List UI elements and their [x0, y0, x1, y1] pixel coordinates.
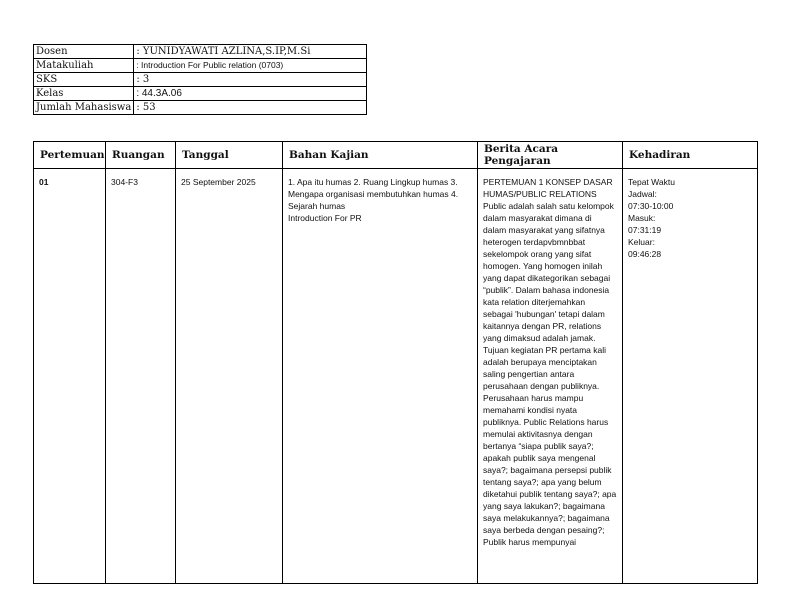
- cell-kehadiran: [623, 169, 758, 584]
- header-kehadiran: Kehadiran: [623, 142, 758, 169]
- course-info-table: [33, 44, 367, 115]
- info-value-dosen: : YUNIDYAWATI AZLINA,S.IP,M.Si: [134, 45, 367, 59]
- berita-acara-table: [33, 141, 758, 584]
- info-row-matakuliah: [34, 59, 367, 73]
- cell-pertemuan: 01: [34, 169, 106, 584]
- masuk-label: Masuk:: [628, 213, 656, 223]
- kehadiran-status: Tepat Waktu: [628, 177, 675, 187]
- info-row-dosen: [34, 45, 367, 59]
- bahan-kajian-course: Introduction For PR: [288, 213, 362, 223]
- berita-acara-text: PERTEMUAN 1 KONSEP DASAR HUMAS/PUBLIC RELATIONS Public adalah salah satu kelompok dalam masyarakat dimana di dalam masyarakat yang sifatnya heterogen terdapvbmnbbat sekelompok orang yang sifat homogen. Yang homogen inilah yang dapat dikategorikan sebagai “publik”. Dalam bahasa indonesia kata relation diterjemahkan sebagai 'hubungan' tetapi dalam kaitannya dengan PR, relations yang dimaksud adalah jamak. Tujuan kegiatan PR pertama kali adalah berupaya menciptakan saling pengertian antara perusahaan dengan publiknya. Perusahaan harus mampu memahami kondisi nyata publiknya. Public Relations harus memulai aktivitasnya dengan bertanya “siapa publik saya?; apakah publik saya mengenal saya?; bagaimana persepsi publik tentang saya?; apa yang belum diketahui publik tentang saya?; apa yang saya lakukan?; bagaimana saya melakukannya?; bagaimana saya berbeda dengan pesaing?; Publik harus mempunyai: [483, 177, 617, 547]
- info-label-sks: SKS: [34, 73, 134, 87]
- header-ruangan: Ruangan: [106, 142, 176, 169]
- matakuliah-name: Introduction For Public relation (0703): [141, 60, 284, 70]
- header-tanggal: Tanggal: [176, 142, 283, 169]
- masuk-value: 07:31:19: [628, 225, 662, 235]
- keluar-label: Keluar:: [628, 237, 655, 247]
- kelas-value: 44.3A.06: [141, 88, 182, 99]
- info-value-jumlah-mahasiswa: : 53: [134, 101, 367, 115]
- info-row-sks: [34, 73, 367, 87]
- jumlah-mahasiswa-value: 53: [142, 102, 156, 113]
- cell-bahan-kajian: [283, 169, 478, 584]
- keluar-value: 09:46:28: [628, 249, 662, 259]
- info-value-sks: : 3: [134, 73, 367, 87]
- info-value-matakuliah: : Introduction For Public relation (0703): [134, 59, 367, 73]
- dosen-name: YUNIDYAWATI AZLINA,S.IP,M.Si: [142, 46, 311, 57]
- cell-berita-acara: [478, 169, 623, 584]
- info-label-matakuliah: Matakuliah: [34, 59, 134, 73]
- info-row-kelas: [34, 87, 367, 101]
- header-bahan-kajian: Bahan Kajian: [283, 142, 478, 169]
- info-label-dosen: Dosen: [34, 45, 134, 59]
- table-row: [34, 169, 758, 584]
- info-row-jumlah-mahasiswa: [34, 101, 367, 115]
- info-label-kelas: Kelas: [34, 87, 134, 101]
- table-header-row: [34, 142, 758, 169]
- sks-value: 3: [142, 74, 150, 85]
- cell-tanggal: 25 September 2025: [176, 169, 283, 584]
- header-pertemuan: Pertemuan: [34, 142, 106, 169]
- jadwal-value: 07:30-10:00: [628, 201, 674, 211]
- jadwal-label: Jadwal:: [628, 189, 657, 199]
- header-berita-acara: Berita Acara Pengajaran: [478, 142, 623, 169]
- bahan-kajian-topics: 1. Apa itu humas 2. Ruang Lingkup humas 3. Mengapa organisasi membutuhkan humas 4. Sejarah humas: [288, 177, 459, 211]
- info-value-kelas: : 44.3A.06: [134, 87, 367, 101]
- cell-ruangan: 304-F3: [106, 169, 176, 584]
- info-label-jumlah-mahasiswa: Jumlah Mahasiswa: [34, 101, 134, 115]
